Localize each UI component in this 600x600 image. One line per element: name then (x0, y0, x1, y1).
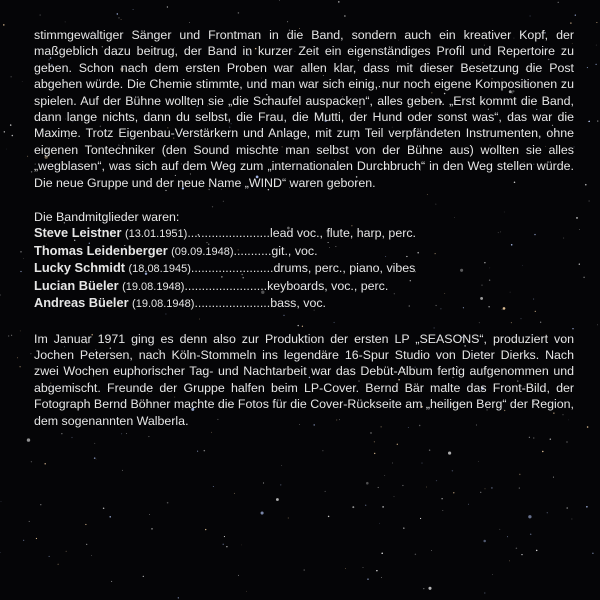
star (587, 67, 588, 68)
star (530, 534, 532, 536)
star (536, 550, 538, 552)
star (365, 505, 366, 506)
intro-paragraph: stimmgewaltiger Sänger und Frontman in die Band, sondern auch ein kreativer Kopf, der maßgeblich dazu beitrug, der Band in kurzer Zeit ein eigenständiges Profil und Repertoire zu geben. Schon nach dem ersten Proben war allen klar, dass mit dieser Besetzung die Post abgehen würde. Die Chemie stimmte, und man war sich einig, nur noch eigene Kompositionen zu spielen. Auf der Bühne wollten sie „die Schaufel auspacken“, alles geben. „Erst kommt die Band, dann lange nichts, dann du selbst, die Frau, die Mutti, der Hund oder sonst was“, das war die Maxime. Trotz Eigenbau-Verstärkern und Anlage, mit zum Teil verpfändeten Instrumenten, ohne eigenen Tontechniker (den Sound mischte man selbst von der Bühne aus) wollten sie alles „wegblasen“, was sich auf dem Weg zum „internationalen Durchbruch“ in den Weg stellen würde. Die neue Gruppe und der neue Name „WIND“ waren geboren. (34, 28, 574, 190)
star (596, 22, 597, 23)
star (36, 538, 37, 539)
member-name: Thomas Leidenberger (34, 242, 168, 258)
star (94, 443, 95, 444)
star (246, 591, 247, 592)
star (376, 570, 377, 571)
star (61, 433, 62, 434)
star (570, 22, 571, 23)
star (118, 17, 119, 18)
star (281, 465, 282, 466)
star (485, 488, 486, 489)
star (595, 64, 596, 65)
star (27, 438, 30, 441)
star (85, 524, 86, 525)
member-birthdate: (18.08.1945) (128, 263, 191, 276)
member-name: Lucky Schmidt (34, 260, 126, 276)
star (23, 540, 24, 541)
star (344, 15, 345, 16)
star (1, 501, 2, 502)
star (415, 554, 416, 555)
star (397, 444, 398, 445)
star (148, 436, 149, 437)
star (491, 487, 493, 489)
star (423, 588, 424, 589)
star (586, 506, 588, 508)
star (370, 432, 371, 433)
star (4, 131, 5, 132)
star (533, 437, 534, 438)
star (263, 483, 264, 484)
star (117, 13, 118, 14)
star (431, 550, 432, 551)
star (280, 484, 281, 485)
leader-dots: ........................ (190, 261, 274, 276)
member-role: drums, perc., piano, vibes (273, 261, 416, 276)
star (31, 461, 32, 462)
star (126, 433, 127, 434)
member-birthdate: (09.09.1948) (171, 245, 234, 258)
star (381, 577, 382, 578)
star (436, 480, 437, 481)
star (378, 487, 379, 488)
member-role: lead voc., flute, harp, perc. (269, 226, 416, 241)
star (189, 22, 190, 23)
member-list (34, 225, 574, 312)
star (6, 149, 7, 150)
star (575, 15, 576, 16)
star (585, 184, 587, 186)
star (403, 527, 405, 529)
star (507, 536, 508, 537)
star (576, 217, 578, 219)
star (589, 121, 590, 122)
star (223, 544, 224, 545)
star (579, 229, 580, 230)
member-role: bass, voc. (270, 296, 326, 311)
star (261, 511, 264, 514)
star (374, 441, 375, 442)
star (11, 335, 12, 336)
star (597, 324, 598, 325)
star (597, 121, 598, 122)
star (367, 578, 369, 580)
star (529, 437, 530, 438)
star (499, 529, 500, 530)
star (287, 21, 288, 22)
star (205, 529, 206, 530)
star (19, 366, 20, 367)
star (519, 488, 520, 489)
star (40, 15, 41, 16)
star (550, 438, 551, 439)
star (121, 433, 122, 434)
star (49, 556, 50, 557)
leader-dots: ...................... (194, 296, 271, 311)
member-name: Steve Leistner (34, 225, 122, 241)
star (86, 544, 87, 545)
star (428, 587, 431, 590)
member-name: Lucian Büeler (34, 277, 119, 293)
star (528, 515, 531, 518)
star (448, 452, 451, 455)
star (279, 0, 280, 1)
member-name: Andreas Büeler (34, 295, 129, 311)
star (542, 451, 543, 452)
star (66, 551, 67, 552)
star (167, 6, 168, 7)
outro-paragraph: Im Januar 1971 ging es denn also zur Produktion der ersten LP „SEASONS“, produziert von Jochen Petersen, nach Köln-Stommeln ins legendäre 16-Spur Studio von Dieter Dierks. Nach zwei Wochen euphorischer Tag- und Nachtarbeit war das Debüt-Album fertig aufgenommen und abgemischt. Freunde der Gruppe halfen beim LP-Cover. Bernd Bär malte das Front-Bild, der Fotograph Bernd Böhner machte die Fotos für die Cover-Rückseite am „heiligen Berg“ der Region, dem sogenannten Walberla. (34, 331, 574, 428)
star (276, 498, 279, 501)
star (579, 263, 580, 264)
star (596, 45, 597, 46)
star (31, 171, 32, 172)
star (392, 462, 393, 463)
member-row (34, 225, 574, 242)
star (492, 574, 493, 575)
star (478, 461, 479, 462)
star (592, 553, 593, 554)
star (480, 492, 481, 493)
star (547, 512, 548, 513)
star (566, 441, 567, 442)
member-birthdate: (19.08.1948) (132, 298, 195, 311)
star (238, 12, 240, 14)
star (0, 294, 1, 295)
star (345, 568, 346, 569)
star (211, 432, 212, 433)
star (149, 514, 150, 515)
member-birthdate: (19.08.1948) (122, 280, 185, 293)
members-heading: Die Bandmitglieder waren: (34, 210, 180, 225)
star (384, 475, 385, 476)
star (213, 486, 214, 487)
star (226, 546, 227, 547)
star (420, 518, 421, 519)
star (204, 450, 206, 452)
star (30, 353, 31, 354)
star (484, 592, 485, 593)
star (94, 457, 96, 459)
star (58, 564, 59, 565)
member-row (34, 295, 574, 312)
star (17, 357, 18, 358)
star (151, 528, 152, 529)
member-row (34, 278, 574, 295)
star (20, 331, 21, 332)
booklet-page (34, 27, 574, 429)
star (29, 521, 30, 522)
star (143, 576, 144, 577)
star (111, 581, 112, 582)
star (44, 463, 46, 465)
star (122, 470, 123, 471)
star (352, 506, 354, 508)
star (381, 553, 383, 555)
star (379, 523, 380, 524)
leader-dots: ........... (233, 243, 272, 258)
star (468, 504, 469, 505)
star (121, 19, 122, 20)
star (521, 554, 522, 555)
leader-dots: ........................ (184, 278, 268, 293)
star (178, 597, 179, 598)
star (583, 277, 584, 278)
star (65, 22, 66, 23)
star (442, 510, 443, 511)
star (224, 536, 225, 537)
member-role: git., voc. (271, 243, 318, 258)
star (363, 567, 364, 568)
star (12, 135, 14, 137)
star (519, 474, 521, 476)
star (103, 508, 105, 510)
star (8, 335, 9, 336)
star (238, 575, 239, 576)
star (558, 2, 559, 3)
star (234, 493, 235, 494)
star (71, 437, 72, 438)
star (11, 76, 12, 77)
star (452, 470, 453, 471)
leader-dots: ........................ (187, 226, 270, 241)
star (20, 271, 21, 272)
star (288, 518, 289, 519)
star (509, 561, 510, 562)
star (429, 449, 430, 450)
star (96, 459, 97, 460)
star (516, 548, 518, 550)
star (553, 477, 554, 478)
star (382, 506, 384, 508)
member-birthdate: (13.01.1951) (124, 228, 188, 241)
star (441, 498, 442, 499)
star (366, 482, 369, 485)
star (23, 258, 24, 259)
member-row (34, 260, 574, 277)
star (40, 504, 41, 505)
star (426, 487, 427, 488)
star (197, 451, 198, 452)
star (303, 569, 305, 571)
star (589, 200, 590, 201)
star (483, 540, 486, 543)
member-row (34, 243, 574, 260)
star (91, 555, 92, 556)
star (338, 1, 340, 3)
star (453, 492, 454, 493)
star (109, 516, 110, 517)
star (587, 426, 589, 428)
star (374, 453, 375, 454)
star (328, 516, 330, 518)
star (402, 485, 403, 486)
star (394, 496, 395, 497)
star (571, 519, 572, 520)
star (167, 502, 169, 504)
star (325, 491, 326, 492)
star (27, 156, 28, 157)
star (10, 124, 11, 125)
star (529, 15, 530, 16)
star (3, 24, 5, 26)
star (133, 9, 134, 10)
star (22, 81, 23, 82)
star (566, 507, 568, 509)
member-role: keyboards, voc., perc. (267, 278, 389, 293)
star (322, 450, 323, 451)
star (422, 463, 423, 464)
star (20, 251, 22, 253)
star (241, 545, 242, 546)
